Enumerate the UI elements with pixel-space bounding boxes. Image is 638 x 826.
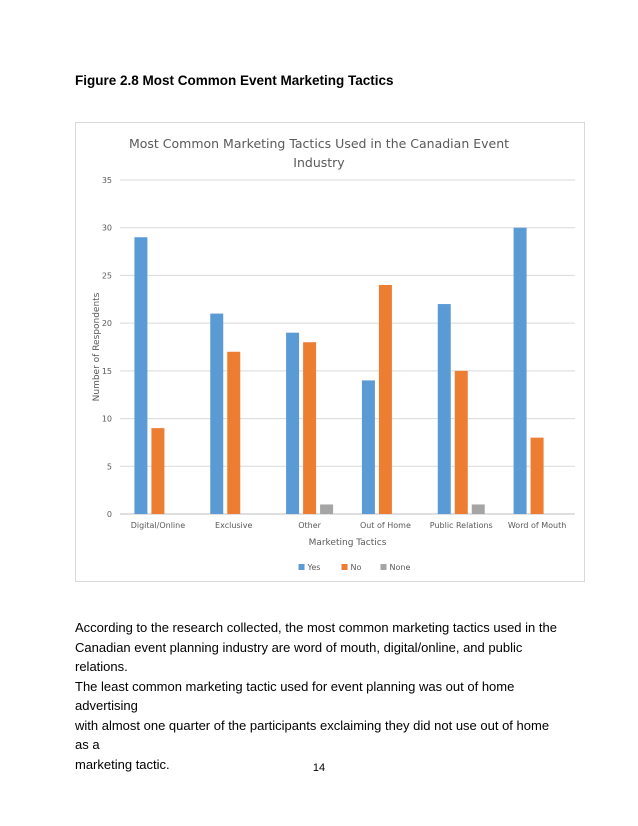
bar-no <box>303 342 316 514</box>
legend-swatch-none <box>381 564 387 570</box>
bar-yes <box>286 333 299 514</box>
legend-swatch-yes <box>299 564 305 570</box>
x-tick-label: Public Relations <box>429 521 493 530</box>
bar-no <box>455 371 468 514</box>
chart-title-line-1: Most Common Marketing Tactics Used in the Canadian Event <box>128 136 510 151</box>
body-line: marketing tactic. <box>75 756 170 772</box>
y-tick-label: 35 <box>101 176 112 185</box>
y-tick-label: 30 <box>101 223 112 233</box>
chart-title-line-2: Industry <box>293 155 345 170</box>
legend-label-yes: Yes <box>307 563 321 572</box>
y-tick-label: 15 <box>101 366 112 376</box>
y-tick-label: 0 <box>106 510 112 519</box>
body-line: with almost one quarter of the participants exclaiming they did not use out of home as a <box>75 717 550 752</box>
body-line: Canadian event planning industry are word of mouth, digital/online, and public relations. <box>75 639 523 674</box>
bar-no <box>227 352 240 514</box>
x-tick-label: Out of Home <box>359 521 411 530</box>
x-axis-title: Marketing Tactics <box>308 538 387 548</box>
figure-caption: Figure 2.8 Most Common Event Marketing Tactics <box>75 73 394 88</box>
bar-no <box>379 285 392 514</box>
bar-yes <box>438 304 451 514</box>
legend-swatch-no <box>342 564 348 570</box>
page-number: 14 <box>312 762 326 774</box>
y-tick-label: 5 <box>106 462 112 472</box>
body-line: According to the research collected, the most common marketing tactics used in the <box>75 620 557 635</box>
bar-yes <box>210 314 223 514</box>
bar-yes <box>134 237 147 514</box>
y-tick-label: 25 <box>101 271 112 281</box>
body-line: The least common marketing tactic used for event planning was out of home advertising <box>75 678 515 713</box>
x-tick-label: Exclusive <box>215 521 253 530</box>
bar-none <box>320 504 333 514</box>
y-axis-title: Number of Respondents <box>92 292 102 402</box>
bar-no <box>531 438 544 514</box>
x-tick-label: Word of Mouth <box>507 521 567 530</box>
bar-none <box>472 504 485 514</box>
x-tick-label: Digital/Online <box>130 521 186 530</box>
bar-yes <box>362 380 375 514</box>
bar-no <box>151 428 164 514</box>
y-tick-label: 10 <box>101 414 112 424</box>
legend-label-none: None <box>389 563 411 572</box>
body-paragraph <box>75 618 565 774</box>
x-tick-label: Other <box>298 521 321 530</box>
bar-yes <box>514 228 527 514</box>
y-tick-label: 20 <box>101 319 112 329</box>
legend-label-no: No <box>350 563 362 572</box>
